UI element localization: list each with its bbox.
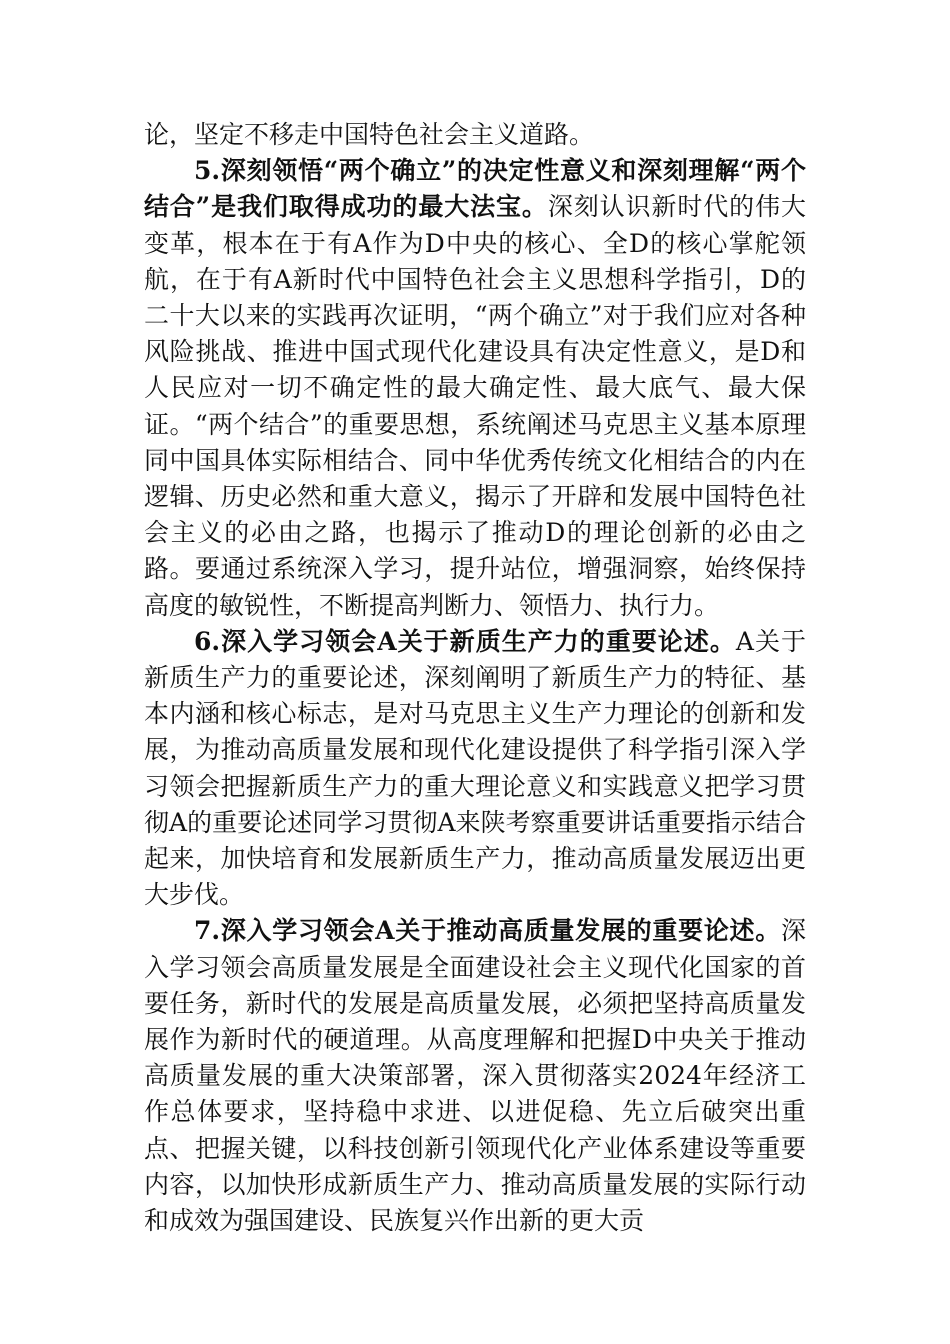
paragraph-text: 深刻认识新时代的伟大变革，根本在于有A作为D中央的核心、全D的核心掌舵领航，在于有A新时代中国特色社会主义思想科学指引，D的二十大以来的实践再次证明，“两个确立”对于我们应对各种风险挑战、推进中国式现代化建设具有决定性意义，是D和人民应对一切不确定性的最大确定性、最大底气、最大保证。“两个结合”的重要思想，系统阐述马克思主义基本原理同中国具体实际相结合、同中华优秀传统文化相结合的内在逻辑、历史必然和重大意义，揭示了开辟和发展中国特色社会主义的必由之路，也揭示了推动D的理论创新的必由之路。要通过系统深入学习，提升站位，增强洞察，始终保持高度的敏锐性，不断提高判断力、领悟力、执行力。 <box>144 192 806 620</box>
paragraph-text: 论，坚定不移走中国特色社会主义道路。 <box>144 120 595 149</box>
paragraph-item-5 <box>144 153 806 624</box>
paragraph-item-7 <box>144 913 806 1239</box>
document-body <box>144 117 806 1239</box>
paragraph-heading: 7.深入学习领会A关于推动高质量发展的重要论述。 <box>194 916 781 946</box>
paragraph-continuation <box>144 117 806 153</box>
paragraph-heading: 5.深刻领悟“两个确立”的决定性意义和深刻理解“两个结合”是我们取得成功的最大法宝。 <box>144 156 806 222</box>
paragraph-text: A关于新质生产力的重要论述，深刻阐明了新质生产力的特征、基本内涵和核心标志，是对马克思主义生产力理论的创新和发展，为推动高质量发展和现代化建设提供了科学指引深入学习领会把握新质生产力的重大理论意义和实践意义把学习贯彻A的重要论述同学习贯彻A来陕考察重要讲话重要指示结合起来，加快培育和发展新质生产力，推动高质量发展迈出更大步伐。 <box>144 626 806 910</box>
paragraph-item-6 <box>144 624 806 914</box>
paragraph-text: 深入学习领会高质量发展是全面建设社会主义现代化国家的首要任务，新时代的发展是高质量发展，必须把坚持高质量发展作为新时代的硬道理。从高度理解和把握D中央关于推动高质量发展的重大决策部署，深入贯彻落实2024年经济工作总体要求，坚持稳中求进、以进促稳、先立后破突出重点、把握关键，以科技创新引领现代化产业体系建设等重要内容，以加快形成新质生产力、推动高质量发展的实际行动和成效为强国建设、民族复兴作出新的更大贡 <box>144 916 806 1236</box>
paragraph-heading: 6.深入学习领会A关于新质生产力的重要论述。 <box>194 626 736 656</box>
